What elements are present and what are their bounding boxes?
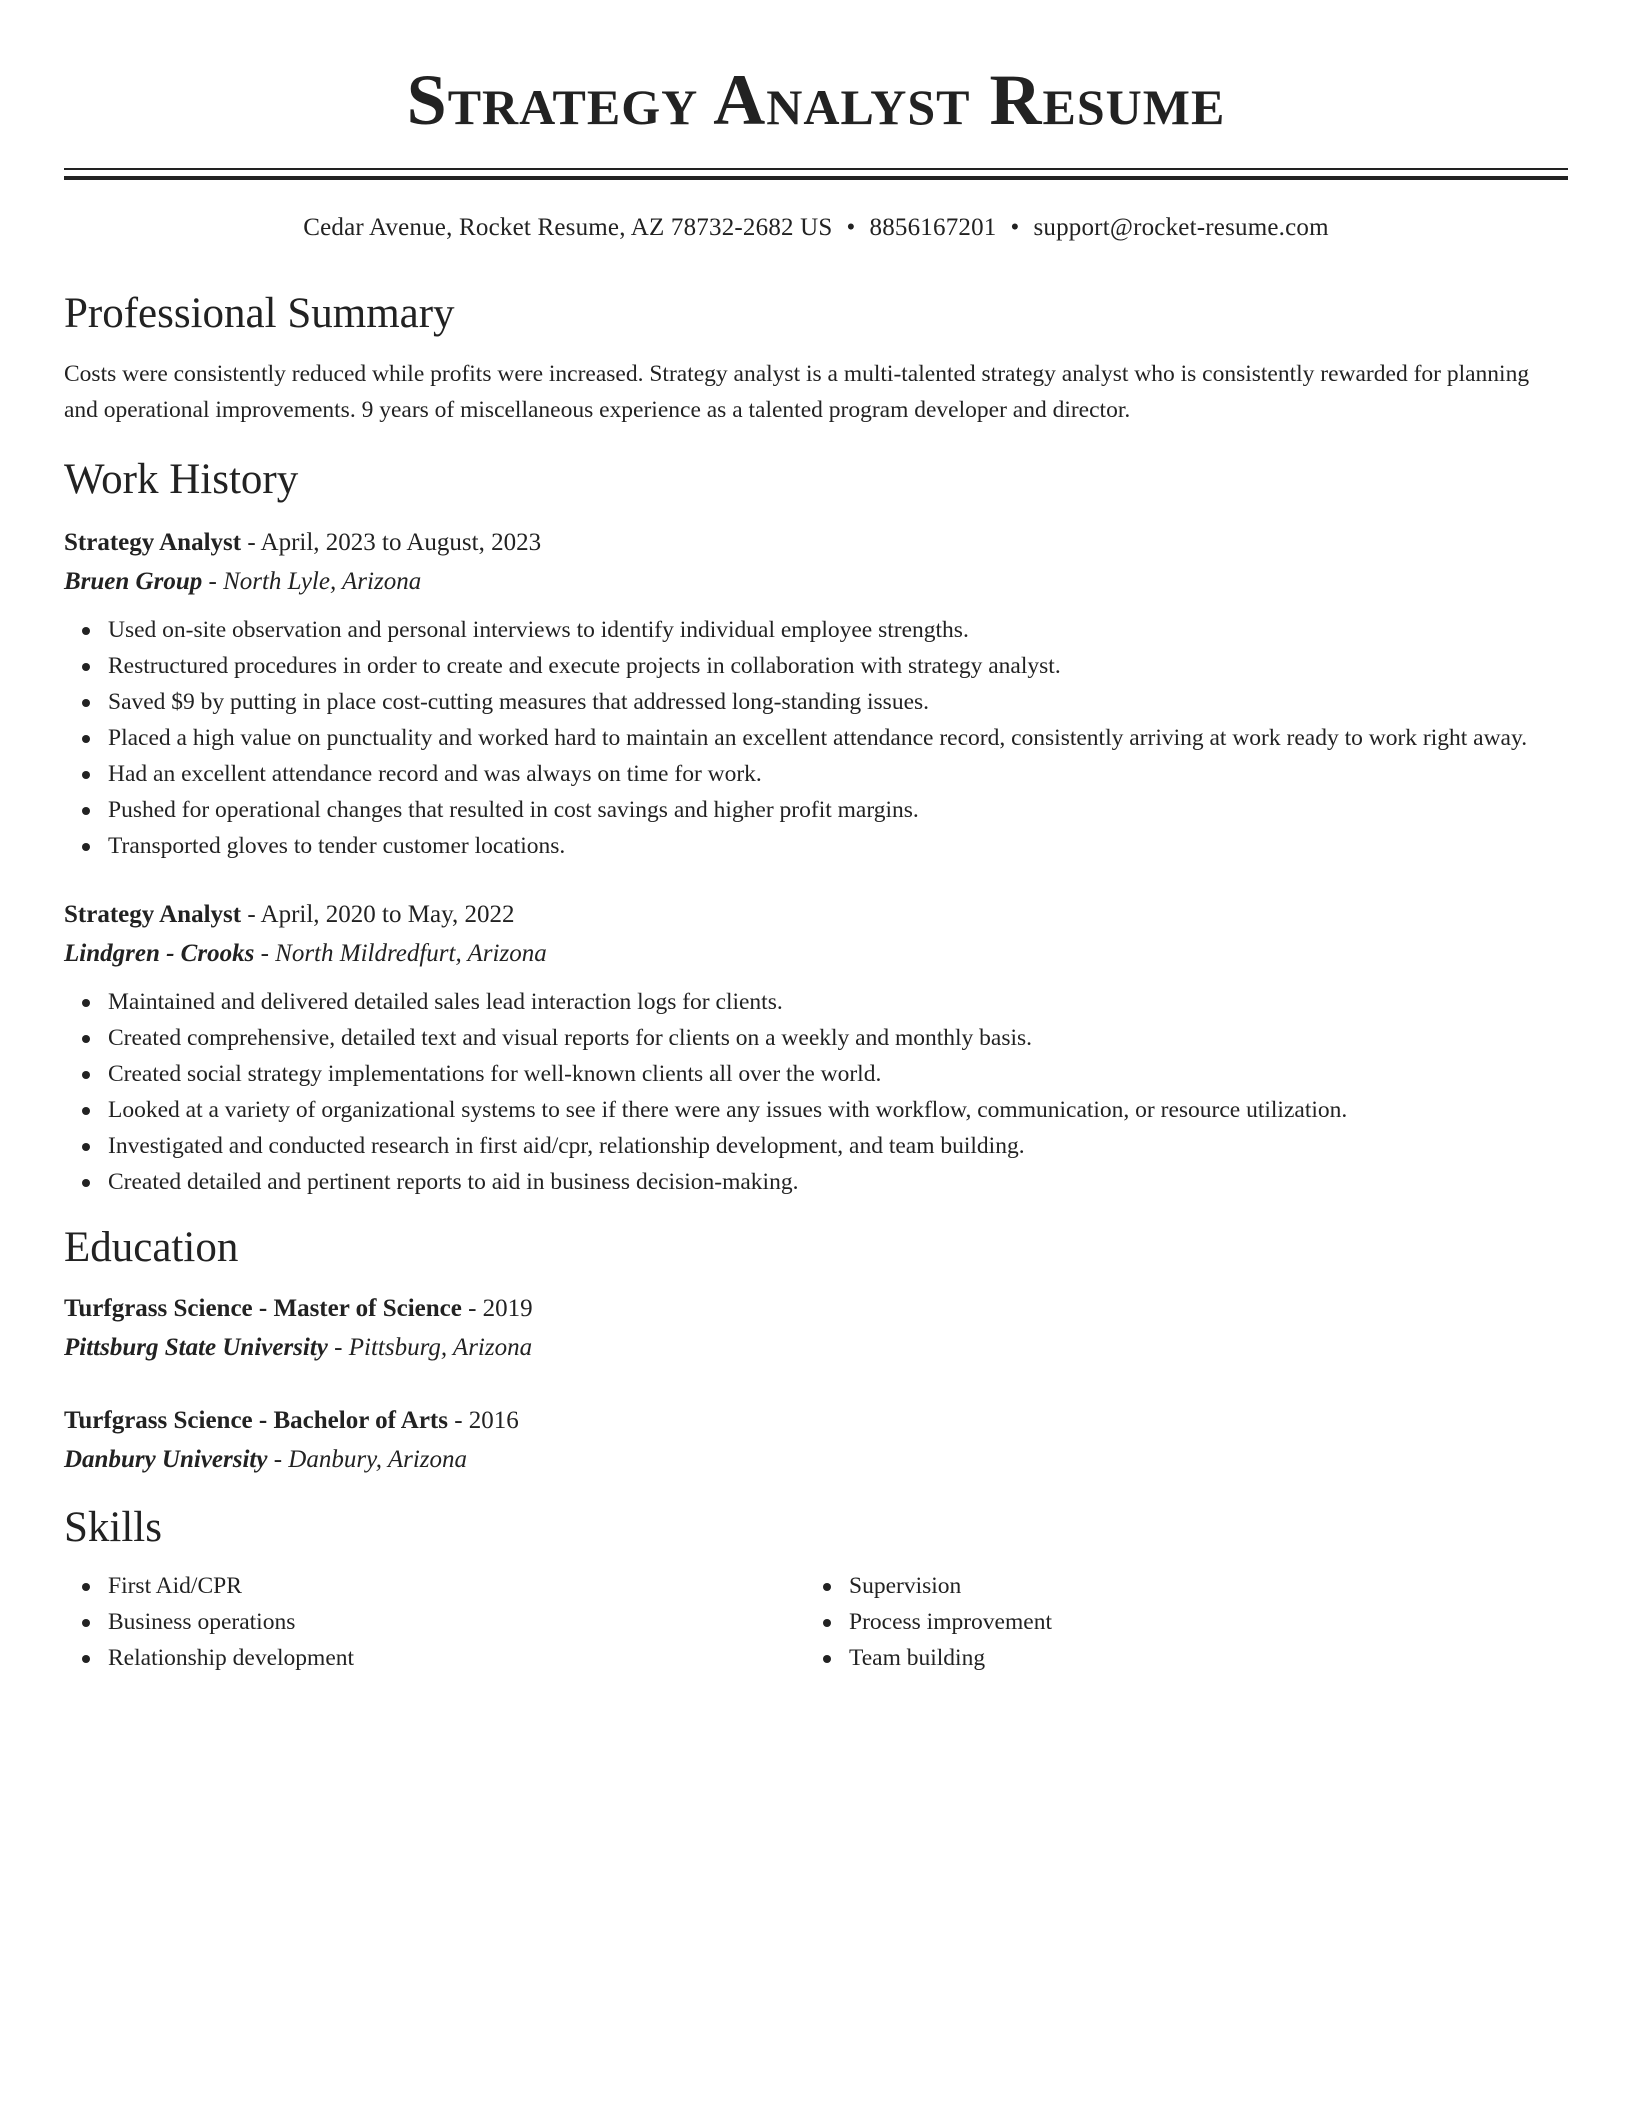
bullet-icon [82, 1583, 90, 1591]
job-duty-text: Saved $9 by putting in place cost-cutting measures that addressed long-standing issues. [108, 689, 930, 715]
skills-list [64, 1568, 1568, 1676]
contact-line [64, 212, 1568, 244]
contact-address: Cedar Avenue, Rocket Resume, AZ 78732-2682 US [303, 214, 833, 241]
job-duty-text: Looked at a variety of organizational systems to see if there were any issues with workflow, communication, or resource utilization. [108, 1097, 1348, 1123]
job-duty [108, 984, 1568, 1020]
bullet-icon [82, 663, 90, 671]
employer-line [64, 934, 1568, 974]
job-entry [64, 524, 1568, 864]
skill-text: Business operations [108, 1609, 296, 1635]
skill-text: First Aid/CPR [108, 1573, 242, 1599]
job-duty [108, 1056, 1568, 1092]
title-divider-thin [64, 168, 1568, 170]
summary-text: Costs were consistently reduced while profits were increased. Strategy analyst is a multi-talented strategy analyst who is consistently rewarded for planning and operational improvements. 9 years of miscellaneous experience as a talented program developer and director. [64, 361, 1530, 423]
skills-heading: Skills [64, 1504, 162, 1551]
job-duty [108, 1128, 1568, 1164]
employer-location: - North Lyle, Arizona [202, 568, 422, 595]
education-entry [64, 1402, 1568, 1480]
contact-phone: 8856167201 [869, 214, 997, 241]
job-duty [108, 792, 1568, 828]
job-dates: - April, 2023 to August, 2023 [241, 529, 542, 556]
bullet-icon [82, 807, 90, 815]
job-duty [108, 648, 1568, 684]
bullet-icon [82, 1655, 90, 1663]
contact-email: support@rocket-resume.com [1033, 214, 1329, 241]
job-entry [64, 896, 1568, 1200]
skill-text: Relationship development [108, 1645, 355, 1671]
bullet-icon [82, 1619, 90, 1627]
school-line [64, 1440, 1568, 1480]
job-duties [64, 984, 1568, 1200]
job-duty-text: Investigated and conducted research in first aid/cpr, relationship development, and team building. [108, 1133, 1025, 1159]
job-duty-text: Transported gloves to tender customer locations. [108, 833, 566, 859]
job-duty [108, 1092, 1568, 1128]
skill-text: Process improvement [849, 1609, 1052, 1635]
summary-heading: Professional Summary [64, 290, 455, 337]
degree-line [64, 1290, 1568, 1328]
bullet-icon [82, 1035, 90, 1043]
degree-name: Turfgrass Science - Bachelor of Arts [64, 1407, 448, 1434]
degree-year: - 2016 [447, 1407, 519, 1434]
bullet-icon [823, 1655, 831, 1663]
title-divider-thick [64, 176, 1568, 180]
job-duty-text: Restructured procedures in order to create and execute projects in collaboration with strategy analyst. [108, 653, 1061, 679]
bullet-icon [823, 1583, 831, 1591]
skills-column-left [64, 1568, 805, 1676]
bullet-icon [82, 843, 90, 851]
skills-column-right [805, 1568, 1546, 1676]
job-title: Strategy Analyst [64, 529, 242, 556]
skill-item [849, 1604, 1546, 1640]
skill-text: Supervision [849, 1573, 962, 1599]
degree-line [64, 1402, 1568, 1440]
job-title-line [64, 524, 1568, 562]
job-duty [108, 684, 1568, 720]
bullet-icon [82, 735, 90, 743]
job-duty [108, 1164, 1568, 1200]
school-name: Danbury University [64, 1446, 268, 1473]
school-location: - Danbury, Arizona [267, 1446, 468, 1473]
contact-separator: • [1010, 214, 1020, 241]
bullet-icon [82, 1107, 90, 1115]
job-title-line [64, 896, 1568, 934]
job-duty-text: Used on-site observation and personal interviews to identify individual employee strengths. [108, 617, 969, 643]
job-title: Strategy Analyst [64, 901, 242, 928]
job-duty-text: Placed a high value on punctuality and worked hard to maintain an excellent attendance record, consistently arriving at work ready to work right away. [108, 725, 1528, 751]
bullet-icon [82, 1071, 90, 1079]
bullet-icon [82, 1143, 90, 1151]
job-duty-text: Created comprehensive, detailed text and visual reports for clients on a weekly and monthly basis. [108, 1025, 1033, 1051]
degree-name: Turfgrass Science - Master of Science [64, 1295, 462, 1322]
bullet-icon [82, 999, 90, 1007]
bullet-icon [82, 699, 90, 707]
school-location: - Pittsburg, Arizona [327, 1334, 533, 1361]
school-name: Pittsburg State University [64, 1334, 328, 1361]
skill-item [108, 1604, 805, 1640]
job-dates: - April, 2020 to May, 2022 [241, 901, 515, 928]
degree-year: - 2019 [461, 1295, 533, 1322]
skill-item [849, 1568, 1546, 1604]
bullet-icon [823, 1619, 831, 1627]
job-duties [64, 612, 1568, 864]
job-duty-text: Had an excellent attendance record and was always on time for work. [108, 761, 762, 787]
bullet-icon [82, 627, 90, 635]
employer-name: Bruen Group [64, 568, 203, 595]
bullet-icon [82, 1179, 90, 1187]
contact-separator: • [846, 214, 856, 241]
job-duty [108, 756, 1568, 792]
school-line [64, 1328, 1568, 1368]
skill-item [108, 1640, 805, 1676]
education-entry [64, 1290, 1568, 1368]
skill-item [108, 1568, 805, 1604]
job-duty [108, 1020, 1568, 1056]
job-duty-text: Pushed for operational changes that resulted in cost savings and higher profit margins. [108, 797, 919, 823]
resume-title: Strategy Analyst Resume [406, 60, 1226, 140]
work-history-heading: Work History [64, 456, 299, 503]
skill-item [849, 1640, 1546, 1676]
job-duty [108, 720, 1568, 756]
bullet-icon [82, 771, 90, 779]
job-duty-text: Maintained and delivered detailed sales lead interaction logs for clients. [108, 989, 783, 1015]
skill-text: Team building [849, 1645, 986, 1671]
job-duty [108, 828, 1568, 864]
employer-location: - North Mildredfurt, Arizona [254, 940, 547, 967]
education-heading: Education [64, 1224, 239, 1271]
employer-line [64, 562, 1568, 602]
job-duty-text: Created social strategy implementations for well-known clients all over the world. [108, 1061, 882, 1087]
job-duty-text: Created detailed and pertinent reports to aid in business decision-making. [108, 1169, 799, 1195]
job-duty [108, 612, 1568, 648]
employer-name: Lindgren - Crooks [64, 940, 255, 967]
